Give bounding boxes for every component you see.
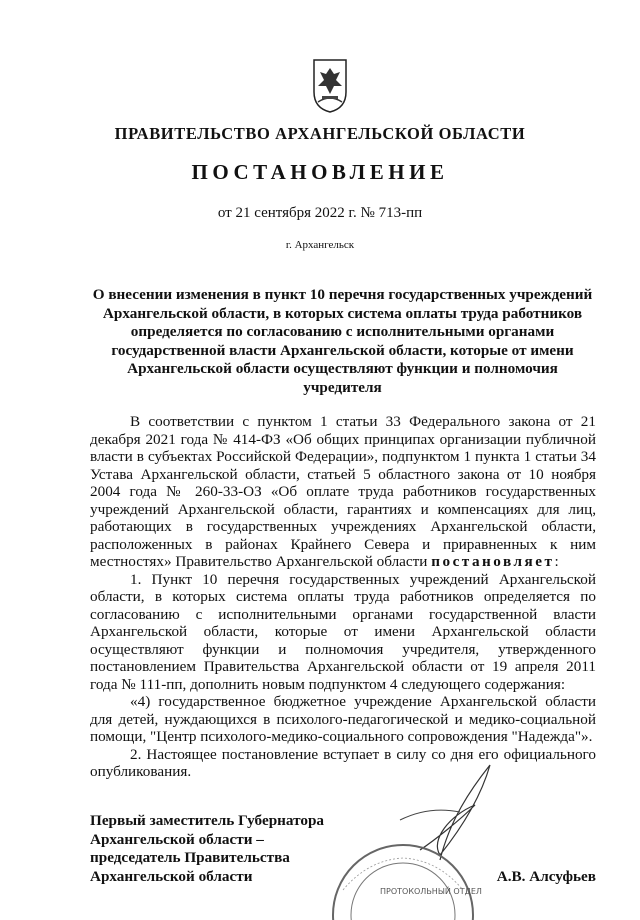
- date-number-line: от 21 сентября 2022 г. № 713-пп: [217, 205, 423, 221]
- document-body: [90, 413, 596, 781]
- government-name: ПРАВИТЕЛЬСТВО АРХАНГЕЛЬСКОЙ ОБЛАСТИ: [114, 124, 526, 143]
- city: г. Архангельск: [285, 239, 355, 251]
- position-line: Архангельской области: [90, 867, 253, 885]
- signatory-name: А.В. Алсуфьев: [496, 868, 596, 885]
- document-title: О внесении изменения в пункт 10 перечня государственных учреждений Архангельской области, в которых система оплаты труда работников определяется по согласованию с исполнительными органами государственной власти Архангельской области, которые от имени Архангельской области осуществляют функции и полномочия учредителя: [92, 286, 593, 396]
- preamble-paragraph: [90, 413, 596, 571]
- paragraph-2: 2. Настоящее постановление вступает в силу со дня его официального опубликования.: [90, 745, 596, 780]
- paragraph-1: 1. Пункт 10 перечня государственных учреждений Архангельской области, в которых система оплаты труда работников определяется по согласованию с исполнительными органами государственной власти Архангельской области, которые от имени Архангельской области осуществляют функции и полномочия учредителя, утвержденного постановлением Правительства Архангельской области от 19 апреля 2011 года № 111-пп, дополнить новым подпунктом 4 следующего содержания:: [90, 570, 596, 693]
- official-stamp: [318, 830, 488, 920]
- position-line: председатель Правительства: [90, 849, 290, 867]
- resolves-colon: :: [554, 553, 559, 570]
- preamble-text: В соответствии с пунктом 1 статьи 33 Федерального закона от 21 декабря 2021 года № 414-ФЗ «Об общих принципах организации публичной власти в субъектах Российской Федерации», подпунктом 1 пункта 1 статьи 34 Устава Архангельской области, статьей 5 областного закона от 10 ноября 2004 года № 260-33-ОЗ «Об оплате труда работников государственных учреждений Архангельской области, гарантиях и компенсациях для лиц, работающих в государственных учреждениях Архангельской области, расположенных в районах Крайнего Севера и приравненных к ним местностях» Правительство Архангельской области: [90, 413, 596, 570]
- resolves-word: постановляет: [431, 553, 555, 570]
- stamp-text: ПРОТОКОЛЬНЫЙ ОТДЕЛ: [380, 887, 482, 896]
- coat-of-arms-icon: [312, 58, 348, 114]
- position-line: Архангельской области –: [90, 830, 264, 848]
- signatory-position: [90, 812, 324, 886]
- position-line: Первый заместитель Губернатора: [90, 812, 324, 829]
- document-type: ПОСТАНОВЛЕНИЕ: [191, 160, 449, 184]
- paragraph-quote: «4) государственное бюджетное учреждение Архангельской области для детей, нуждающихся в психолого-педагогической и медико-социальной помощи, "Центр психолого-медико-социального сопровождения "Надежда"».: [90, 693, 596, 745]
